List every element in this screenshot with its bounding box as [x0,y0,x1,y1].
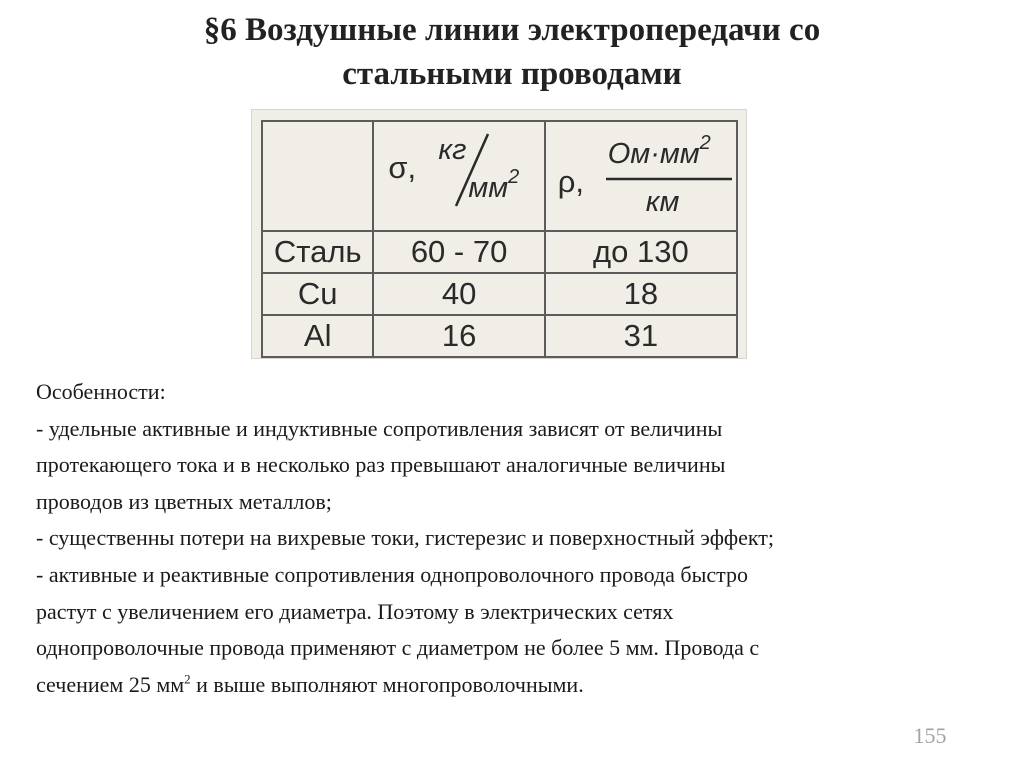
text-fragment: и выше выполняют многопроволочными. [190,671,584,697]
rho-cell: 31 [545,315,737,357]
header-rho-cell [545,121,737,231]
text-line: протекающего тока и в несколько раз превышают аналогичные величины [36,452,726,478]
rho-cell: 18 [545,273,737,315]
sigma-unit-denominator: мм [468,172,509,204]
fraction-bar [606,177,732,181]
table-row [262,273,737,315]
slide-title-line-2: стальными проводами [342,56,682,92]
sigma-cell: 60 - 70 [373,231,544,273]
sigma-unit-exponent: 2 [508,166,520,188]
header-empty-cell [262,121,373,231]
rho-unit-exponent: 2 [699,132,711,154]
sigma-unit-denominator-wrap [468,166,520,205]
area-exponent: 2 [184,671,191,687]
table-row [262,315,737,357]
rho-symbol: ρ, [557,164,584,199]
text-line: растут с увеличением его диаметра. Поэтому в электрических сетях [36,598,674,624]
page-number: 155 [913,723,947,748]
material-cell: Cu [262,273,373,315]
material-cell: Сталь [262,231,373,273]
features-text [36,374,996,703]
text-line [36,667,996,704]
sigma-cell: 16 [373,315,544,357]
text-line: однопроволочные провода применяют с диаметром не более 5 мм. Провода с [36,635,760,661]
rho-unit-numerator: Ом·мм [607,138,700,170]
table-header-row [262,121,737,231]
text-line: - активные и реактивные сопротивления однопроволочного провода быстро [36,561,749,587]
material-cell: Al [262,315,373,357]
text-fragment: сечением 25 мм [36,671,185,697]
slide-title-line-1: §6 Воздушные линии электропередачи со [203,12,821,48]
sigma-cell: 40 [373,273,544,315]
sigma-unit-formula [374,122,543,230]
table-row [262,231,737,273]
text-line: - удельные активные и индуктивные сопротивления зависят от величины [36,415,723,441]
text-line: проводов из цветных металлов; [36,488,332,514]
rho-unit-numerator-wrap [607,132,711,171]
slide-title [60,8,964,96]
sigma-unit-numerator: кг [438,134,467,166]
features-heading: Особенности: [36,379,166,404]
properties-table-image [251,109,747,359]
rho-cell: до 130 [545,231,737,273]
header-sigma-cell [373,121,544,231]
text-line: - существенны потери на вихревые токи, гистерезис и поверхностный эффект; [36,525,774,551]
sigma-symbol: σ, [388,150,417,185]
rho-unit-denominator: км [645,186,680,218]
rho-unit-formula [546,122,736,230]
properties-table [261,120,738,358]
